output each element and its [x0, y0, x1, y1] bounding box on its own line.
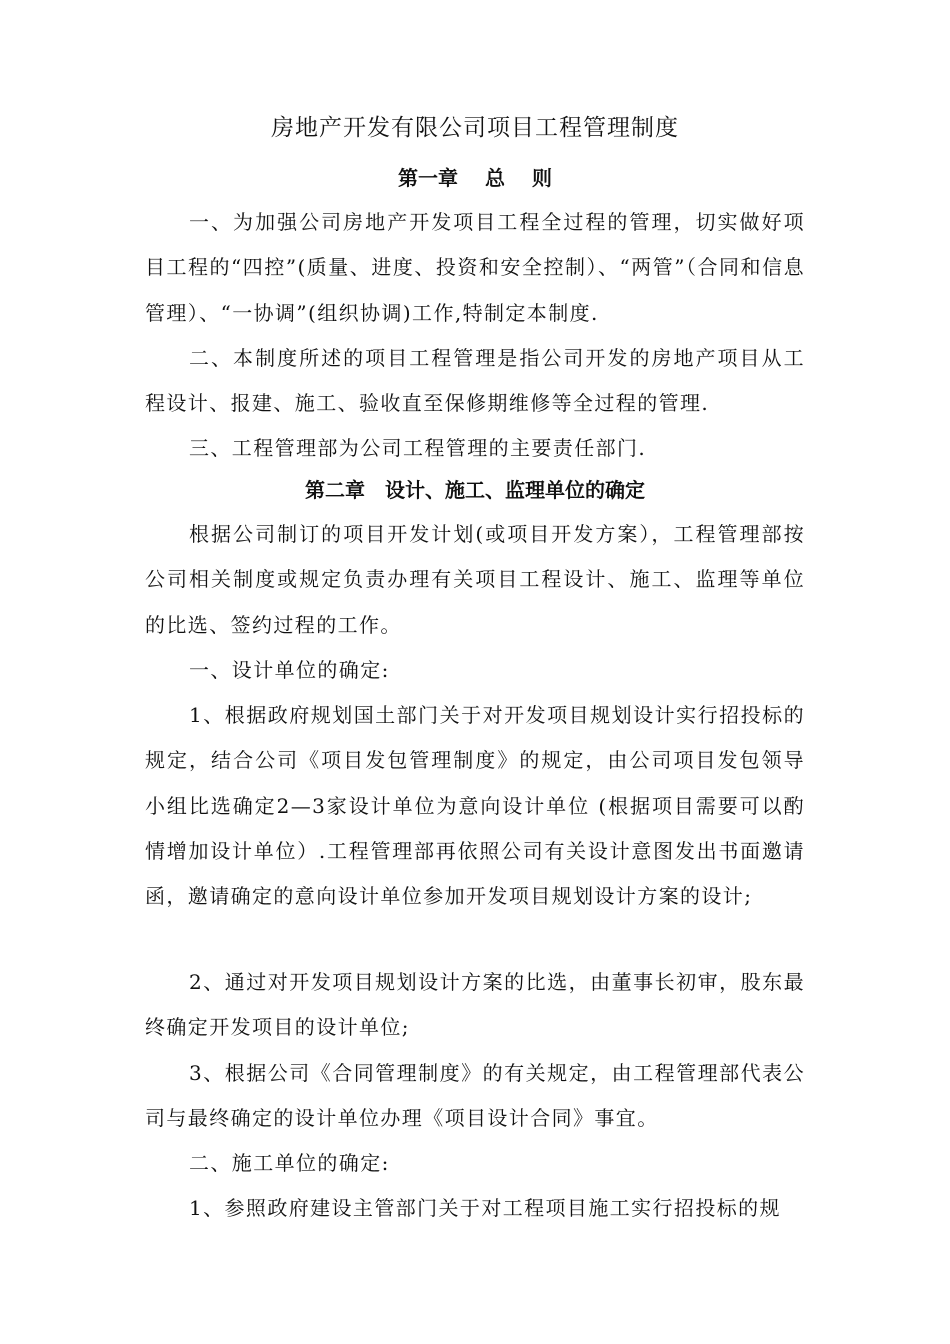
- chapter-1-heading: 第一章 总 则: [398, 166, 552, 190]
- chapter-2-intro: 根据公司制订的项目开发计划(或项目开发方案），工程管理部按公司相关制度或规定负责办理有关项目工程设计、施工、监理等单位的比选、签约过程的工作。: [145, 522, 805, 637]
- document-title: 房地产开发有限公司项目工程管理制度: [271, 115, 679, 141]
- section-design-item-2: 2、通过对开发项目规划设计方案的比选，由董事长初审，股东最终确定开发项目的设计单位;: [145, 970, 805, 1040]
- section-design-item-3: 3、根据公司《合同管理制度》的有关规定，由工程管理部代表公司与最终确定的设计单位办理《项目设计合同》事宜。: [145, 1061, 805, 1131]
- section-design-item-1: 1、根据政府规划国土部门关于对开发项目规划设计实行招投标的规定，结合公司《项目发包管理制度》的规定，由公司项目发包领导小组比选确定2—3家设计单位为意向设计单位 (根据项目需要可以酌情增加设计单位）.工程管理部再依照公司有关设计意图发出书面邀请函，邀请确定的意向设计单位参加开发项目规划设计方案的设计;: [145, 703, 805, 909]
- section-construction-heading: 二、施工单位的确定:: [189, 1151, 390, 1175]
- chapter-1-article-1: 一、为加强公司房地产开发项目工程全过程的管理，切实做好项目工程的“四控”(质量、进度、投资和安全控制）、“两管”（合同和信息管理）、“一协调”(组织协调)工作,特制定本制度.: [145, 210, 805, 325]
- chapter-1-article-3: 三、工程管理部为公司工程管理的主要责任部门.: [189, 436, 647, 460]
- section-design-heading: 一、设计单位的确定:: [189, 658, 390, 682]
- document-page: [145, 0, 805, 1344]
- chapter-1-article-2: 二、本制度所述的项目工程管理是指公司开发的房地产项目从工程设计、报建、施工、验收直至保修期维修等全过程的管理.: [145, 346, 805, 416]
- chapter-2-heading: 第二章 设计、施工、监理单位的确定: [305, 478, 645, 502]
- section-construction-item-1: 1、参照政府建设主管部门关于对工程项目施工实行招投标的规: [189, 1196, 781, 1220]
